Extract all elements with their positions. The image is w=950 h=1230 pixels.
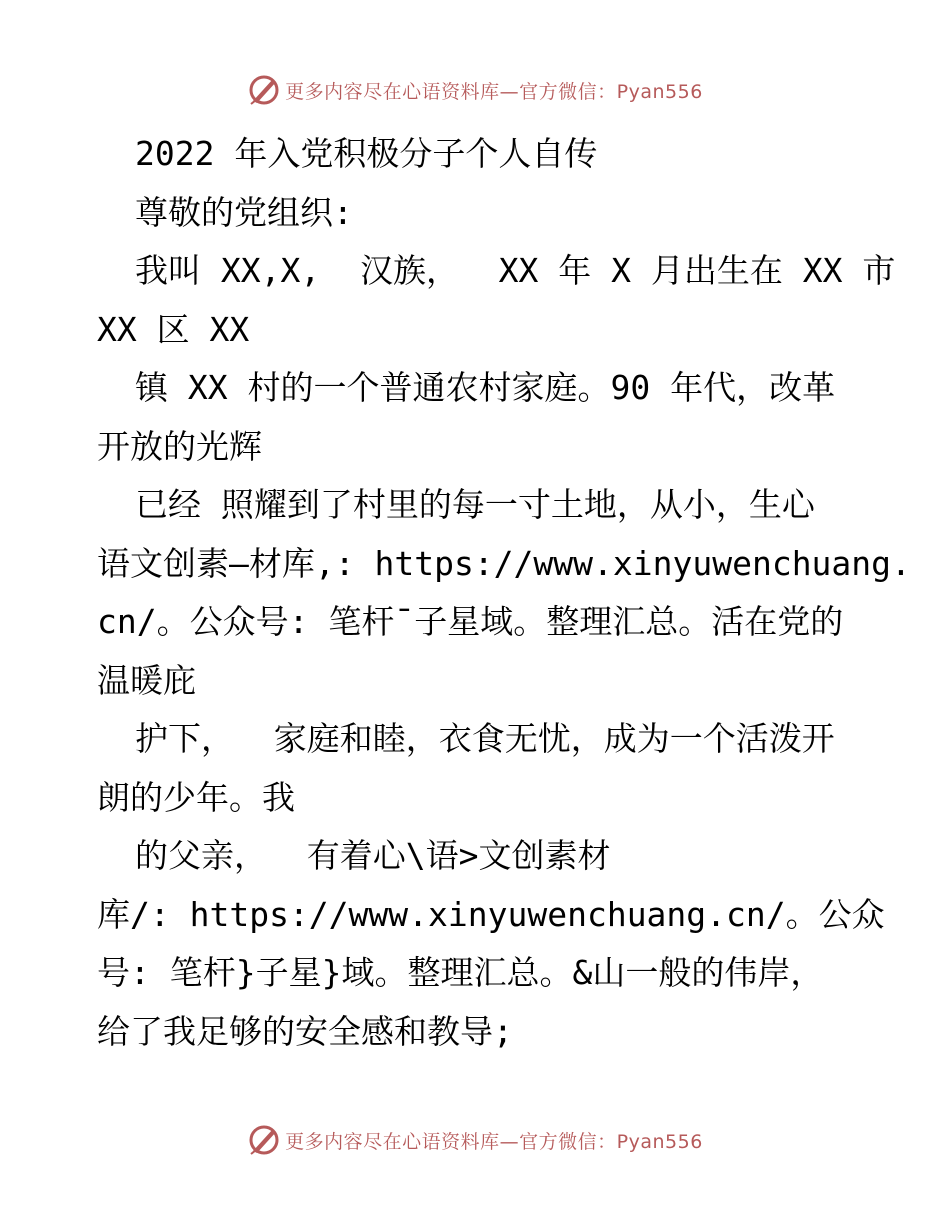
doc-line: 开放的光辉	[97, 426, 262, 466]
doc-line: XX 区 XX	[97, 309, 250, 349]
doc-salutation: 尊敬的党组织:	[135, 192, 353, 232]
doc-line: 镇 XX 村的一个普通农村家庭。90 年代，改革	[135, 368, 836, 407]
doc-line: cn/。公众号: 笔杆¯子星域。整理汇总。活在党的	[97, 602, 844, 641]
doc-title: 2022 年入党积极分子个人自传	[135, 134, 598, 173]
doc-line: 护下， 家庭和睦，衣食无忧，成为一个活泼开	[135, 719, 835, 758]
doc-line: 号: 笔杆}子星}域。整理汇总。&山一般的伟岸，	[97, 953, 824, 992]
quill-circle-logo-icon	[247, 73, 281, 107]
doc-line: 语文创素—材库,: https://www.xinyuwenchuang.	[97, 543, 911, 583]
doc-line: 已经 照耀到了村里的每一寸土地，从小，生心	[135, 485, 815, 524]
doc-line: 温暖庇	[97, 660, 196, 700]
doc-line: 我叫 XX,X, 汉族， XX 年 X 月出生在 XX 市	[135, 251, 896, 290]
footer-watermark-banner	[0, 1120, 950, 1160]
header-watermark-text: 更多内容尽在心语资料库—官方微信：Pyan556	[285, 80, 703, 103]
footer-watermark-text: 更多内容尽在心语资料库—官方微信：Pyan556	[285, 1130, 703, 1153]
doc-line: 给了我足够的安全感和教导;	[97, 1011, 513, 1051]
doc-line: 的父亲， 有着心\语>文创素材	[135, 836, 611, 875]
header-watermark-banner	[0, 70, 950, 110]
quill-circle-logo-icon	[247, 1123, 281, 1157]
doc-line: 库/: https://www.xinyuwenchuang.cn/。公众	[97, 894, 885, 934]
doc-line: 朗的少年。我	[97, 777, 295, 817]
document-body	[97, 125, 911, 1061]
